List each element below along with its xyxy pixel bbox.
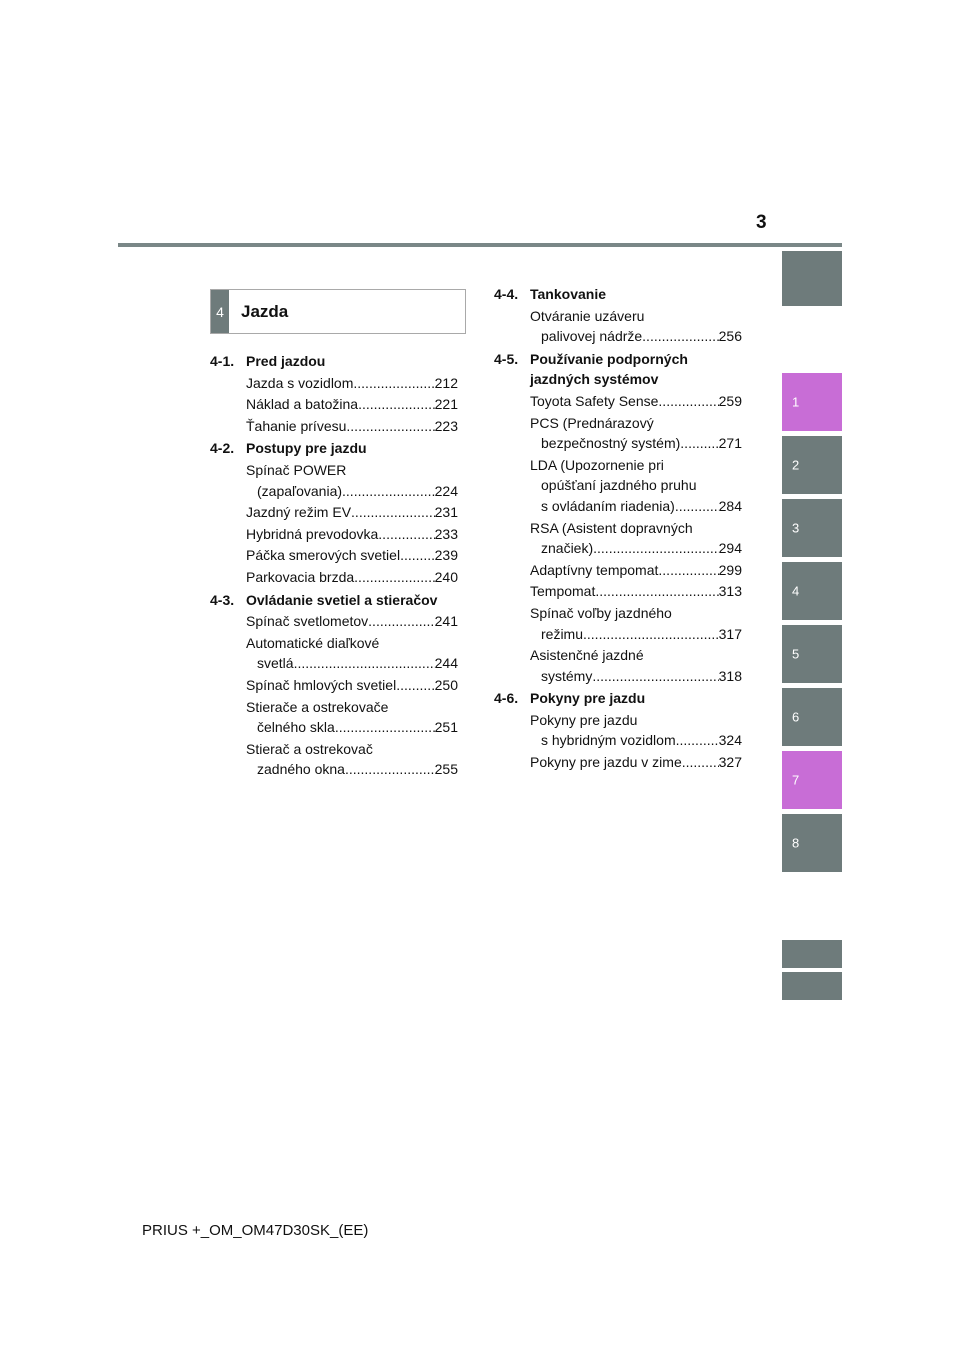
toc-group-heading[interactable] <box>494 688 742 709</box>
toc-entry-text: s ovládaním riadenia) <box>541 497 675 514</box>
toc-entry-text: systémy <box>541 667 593 684</box>
toc-entry-text: Tempomat <box>530 583 596 600</box>
toc-entry-text: Automatické diaľkové <box>246 634 380 651</box>
leader-dots <box>682 752 719 773</box>
toc-page-number: 212 <box>434 374 458 391</box>
leader-dots <box>354 567 434 588</box>
toc-entry-line <box>246 653 458 674</box>
toc-group-title: Pokyny pre jazdu <box>530 690 646 707</box>
chapter-tab[interactable] <box>782 499 842 557</box>
toc-entry-line <box>246 675 458 696</box>
toc-entry-text: (zapaľovania) <box>257 482 343 499</box>
toc-page-number: 241 <box>434 613 458 630</box>
toc-group-number: 4-5. <box>494 350 519 367</box>
toc-entry[interactable] <box>494 391 742 412</box>
toc-entry-line <box>246 373 458 394</box>
leader-dots <box>353 373 434 394</box>
leader-dots <box>345 759 435 780</box>
toc-entry-text: palivovej nádrže <box>541 328 643 345</box>
toc-page-number: 313 <box>718 583 742 600</box>
chapter-tab[interactable] <box>782 251 842 306</box>
chapter-tab-label: 4 <box>792 583 800 599</box>
chapter-tab[interactable] <box>782 940 842 968</box>
chapter-tab[interactable] <box>782 751 842 809</box>
leader-dots <box>396 675 434 696</box>
toc-entry-line <box>246 611 458 632</box>
toc-page-number: 240 <box>434 568 458 585</box>
toc-entry-text: LDA (Upozornenie pri <box>530 456 664 473</box>
section-number: 4 <box>211 290 229 333</box>
toc-group-number: 4-6. <box>494 690 519 707</box>
toc-page-number: 294 <box>718 540 742 557</box>
toc-entry-line <box>246 394 458 415</box>
toc-entry-text: opúšťaní jazdného pruhu <box>541 477 697 494</box>
toc-group-title: Ovládanie svetiel a stieračov <box>246 591 438 608</box>
toc-entry-line <box>246 717 458 738</box>
toc-entry-line <box>530 666 742 687</box>
toc-group <box>494 349 742 687</box>
toc-entry[interactable] <box>494 413 742 454</box>
toc-group-heading[interactable] <box>210 438 458 459</box>
toc-entry-text: Hybridná prevodovka <box>246 525 379 542</box>
toc-left-column <box>210 351 458 782</box>
toc-entry[interactable] <box>210 675 458 696</box>
toc-entry-line <box>530 391 742 412</box>
toc-entry[interactable] <box>210 545 458 566</box>
toc-entry[interactable] <box>494 752 742 773</box>
toc-group-heading[interactable] <box>494 284 742 305</box>
toc-entry-line <box>246 567 458 588</box>
toc-page-number: 250 <box>434 676 458 693</box>
toc-entry-text: Jazda s vozidlom <box>246 374 354 391</box>
toc-entry-text: Spínač svetlometov <box>246 613 369 630</box>
toc-page-number: 256 <box>718 328 742 345</box>
toc-entry-line <box>530 730 742 751</box>
chapter-tab-label: 5 <box>792 646 800 662</box>
chapter-tab-label: 6 <box>792 709 800 725</box>
chapter-tab[interactable] <box>782 972 842 1000</box>
toc-page-number: 299 <box>718 561 742 578</box>
toc-entry-text: Náklad a batožina <box>246 396 359 413</box>
toc-entry[interactable] <box>210 373 458 394</box>
toc-entry-text: Pokyny pre jazdu v zime <box>530 754 682 771</box>
toc-entry-line <box>530 326 742 347</box>
leader-dots <box>592 666 718 687</box>
leader-dots <box>351 502 435 523</box>
toc-group-heading[interactable] <box>494 349 742 390</box>
toc-entry-line <box>530 624 742 645</box>
toc-group-number: 4-1. <box>210 353 235 369</box>
toc-entry[interactable] <box>210 460 458 501</box>
toc-entry-text: režimu <box>541 625 584 642</box>
toc-entry[interactable] <box>494 306 742 347</box>
toc-entry[interactable] <box>210 611 458 632</box>
toc-page-number: 317 <box>718 625 742 642</box>
leader-dots <box>358 394 435 415</box>
toc-entry[interactable] <box>210 567 458 588</box>
toc-entry-line <box>530 496 742 517</box>
toc-group-title: Používanie podporných jazdných systémov <box>530 350 688 388</box>
leader-dots <box>680 433 718 454</box>
toc-entry-text: Otváranie uzáveru <box>530 307 645 324</box>
toc-group-title: Tankovanie <box>530 286 606 302</box>
toc-group-number: 4-3. <box>210 591 235 608</box>
leader-dots <box>583 624 719 645</box>
toc-entry-text: Spínač hmlových svetiel <box>246 676 397 693</box>
toc-entry-line <box>246 524 458 545</box>
toc-entry[interactable] <box>210 633 458 674</box>
toc-group <box>210 438 458 587</box>
toc-entry-text: Jazdný režim EV <box>246 504 352 521</box>
chapter-tab-label: 8 <box>792 835 800 851</box>
toc-entry-text: Parkovacia brzda <box>246 568 355 585</box>
toc-page-number: 239 <box>434 547 458 564</box>
toc-entry[interactable] <box>210 697 458 738</box>
leader-dots <box>658 560 718 581</box>
toc-entry-text: Toyota Safety Sense <box>530 392 659 409</box>
toc-entry-text: bezpečnostný systém) <box>541 435 681 452</box>
toc-entry[interactable] <box>494 581 742 602</box>
toc-entry-text: Spínač POWER <box>246 461 347 478</box>
toc-page-number: 255 <box>434 761 458 778</box>
toc-group-heading[interactable] <box>210 590 458 611</box>
toc-group-heading[interactable] <box>210 351 458 372</box>
toc-entry[interactable] <box>210 394 458 415</box>
toc-page-number: 223 <box>434 417 458 434</box>
toc-entry[interactable] <box>210 524 458 545</box>
leader-dots <box>595 581 718 602</box>
toc-entry-line <box>530 538 742 559</box>
toc-page-number: 327 <box>718 754 742 771</box>
toc-group-title: Pred jazdou <box>246 353 326 369</box>
leader-dots <box>676 730 719 751</box>
toc-entry-line <box>530 560 742 581</box>
toc-entry[interactable] <box>210 739 458 780</box>
section-header <box>210 289 466 334</box>
toc-entry[interactable] <box>494 455 742 517</box>
toc-entry-line <box>246 502 458 523</box>
toc-entry-text: Páčka smerových svetiel <box>246 547 401 564</box>
document-footer: PRIUS +_OM_OM47D30SK_(EE) <box>142 1222 369 1239</box>
toc-entry-line <box>530 752 742 773</box>
toc-group <box>210 590 458 780</box>
toc-entry[interactable] <box>494 645 742 686</box>
toc-group-title: Postupy pre jazdu <box>246 440 367 457</box>
leader-dots <box>593 538 719 559</box>
chapter-tab-label: 3 <box>792 520 800 536</box>
toc-entry-text: RSA (Asistent dopravných <box>530 519 693 536</box>
toc-entry[interactable] <box>494 710 742 751</box>
toc-entry-line <box>246 759 458 780</box>
leader-dots <box>342 481 435 502</box>
chapter-tab-label: 2 <box>792 457 800 473</box>
toc-group <box>210 351 458 436</box>
section-title: Jazda <box>241 302 289 321</box>
toc-entry-line <box>246 481 458 502</box>
toc-entry[interactable] <box>210 416 458 437</box>
toc-entry-text: čelného skla <box>257 719 335 736</box>
chapter-tab[interactable] <box>782 625 842 683</box>
leader-dots <box>658 391 718 412</box>
toc-entry[interactable] <box>494 560 742 581</box>
toc-page-number: 251 <box>434 719 458 736</box>
chapter-tab[interactable] <box>782 814 842 872</box>
toc-page-number: 233 <box>434 525 458 542</box>
leader-dots <box>368 611 434 632</box>
leader-dots <box>346 416 434 437</box>
toc-entry-text: Stierače a ostrekovače <box>246 698 389 715</box>
toc-entry-line <box>530 581 742 602</box>
chapter-tab-label: 1 <box>792 394 800 410</box>
toc-entry-text: Asistenčné jazdné <box>530 647 644 664</box>
toc-entry-text: zadného okna <box>257 761 345 778</box>
chapter-tab[interactable] <box>782 562 842 620</box>
toc-entry-line <box>246 545 458 566</box>
toc-entry-text: Ťahanie prívesu <box>246 417 347 434</box>
leader-dots <box>400 545 435 566</box>
toc-page-number: 231 <box>434 504 458 521</box>
toc-group <box>494 284 742 347</box>
toc-page-number: 324 <box>718 732 742 749</box>
toc-entry[interactable] <box>494 518 742 559</box>
toc-group-number: 4-2. <box>210 440 235 457</box>
page-number: 3 <box>756 212 767 233</box>
toc-entry-text: značiek) <box>541 540 594 557</box>
toc-entry-text: Stierač a ostrekovač <box>246 740 373 757</box>
toc-entry-text: PCS (Prednárazový <box>530 414 654 431</box>
toc-entry[interactable] <box>494 603 742 644</box>
toc-entry-text: Adaptívny tempomat <box>530 561 659 578</box>
chapter-tab-label: 7 <box>792 772 800 788</box>
toc-entry-text: svetlá <box>257 655 294 672</box>
toc-group-number: 4-4. <box>494 286 519 302</box>
toc-page-number: 259 <box>718 392 742 409</box>
leader-dots <box>675 496 719 517</box>
header-rule <box>118 243 842 247</box>
toc-page-number: 318 <box>718 667 742 684</box>
toc-page-number: 284 <box>718 497 742 514</box>
toc-page-number: 244 <box>434 655 458 672</box>
toc-right-column <box>494 284 742 775</box>
toc-page-number: 271 <box>718 435 742 452</box>
toc-entry-text: Pokyny pre jazdu <box>530 711 638 728</box>
toc-page-number: 221 <box>434 396 458 413</box>
toc-entry[interactable] <box>210 502 458 523</box>
leader-dots <box>294 653 435 674</box>
toc-entry-line <box>530 433 742 454</box>
toc-entry-text: s hybridným vozidlom <box>541 732 676 749</box>
toc-page-number: 224 <box>434 482 458 499</box>
chapter-tab[interactable] <box>782 688 842 746</box>
chapter-tab[interactable] <box>782 436 842 494</box>
toc-group <box>494 688 742 772</box>
toc-entry-text: Spínač voľby jazdného <box>530 604 672 621</box>
leader-dots <box>378 524 434 545</box>
toc-entry-line <box>246 416 458 437</box>
chapter-tab[interactable] <box>782 373 842 431</box>
leader-dots <box>335 717 435 738</box>
leader-dots <box>642 326 718 347</box>
